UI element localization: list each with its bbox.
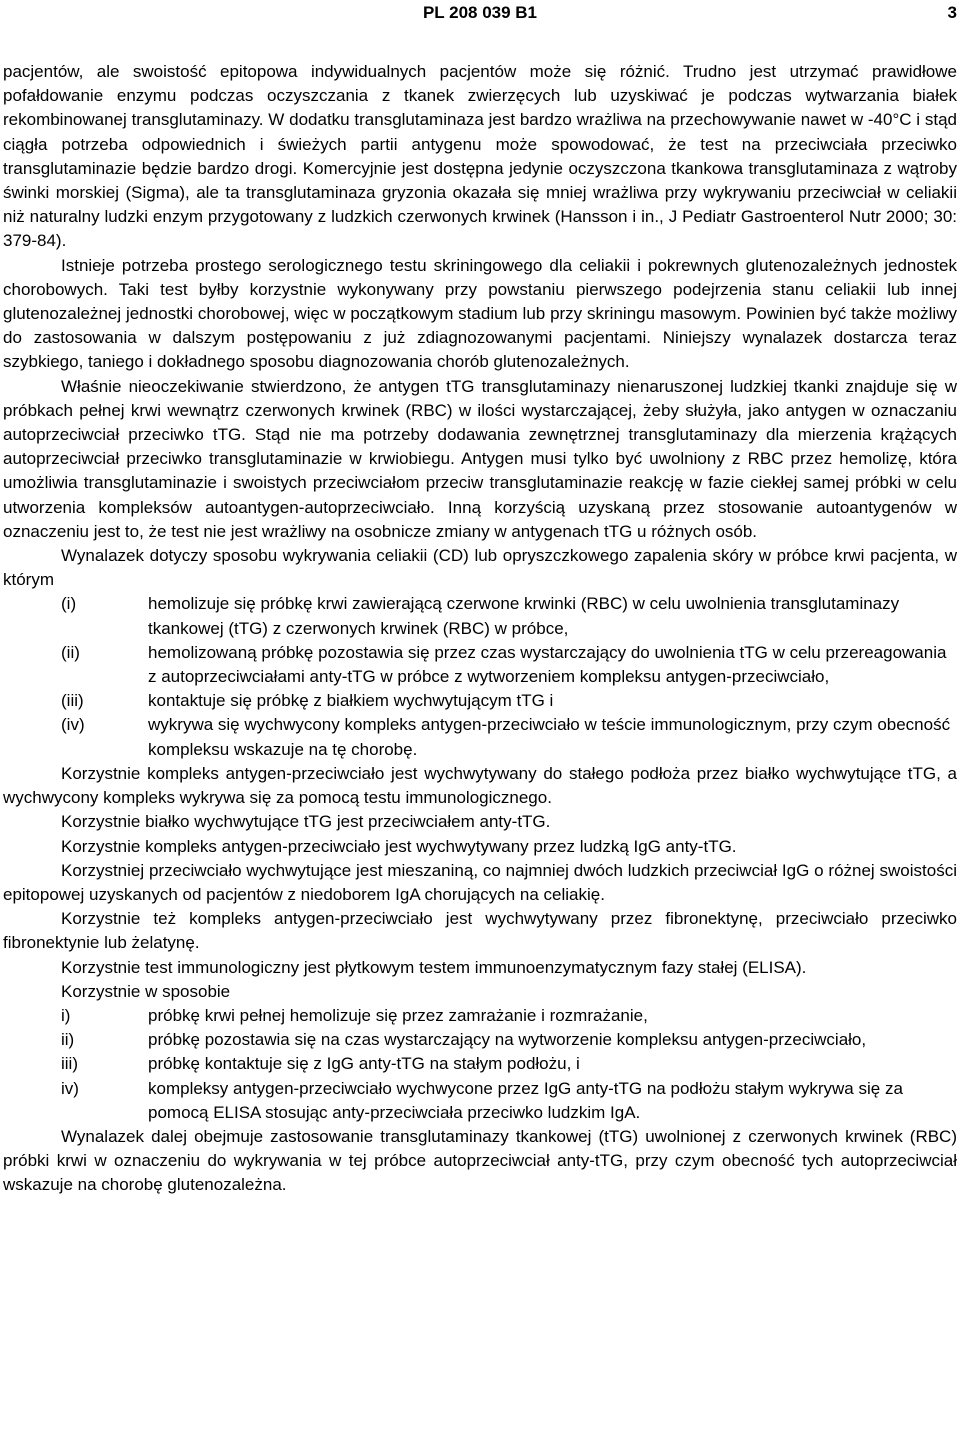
list-item (3, 592, 957, 640)
list-item (3, 689, 957, 713)
list-item-number: (iii) (61, 691, 84, 711)
list-item-text: próbkę krwi pełnej hemolizuje się przez zamrażanie i rozmrażanie, (148, 1005, 648, 1025)
paragraph: Wynalazek dalej obejmuje zastosowanie transglutaminazy tkankowej (tTG) uwolnionej z czerwonych krwinek (RBC) próbki krwi w oznaczeniu do wykrywania w tej próbce autoprzeciwciał anty-tTG, przy czym obecność tych autoprzeciwciał wskazuje na chorobę glutenozależna. (3, 1126, 957, 1195)
list-item-text: wykrywa się wychwycony kompleks antygen-przeciwciało w teście immunologicznym, przy czym obecność kompleksu wskazuje na tę chorobę. (148, 715, 951, 759)
list-item (3, 641, 957, 689)
list-item-number: i) (61, 1005, 71, 1025)
list-item-text: próbkę pozostawia się na czas wystarczający na wytworzenie kompleksu antygen-przeciwciało, (148, 1030, 867, 1050)
list-item-text: hemolizuje się próbkę krwi zawierającą czerwone krwinki (RBC) w celu uwolnienia transglutaminazy tkankowej (tTG) z czerwonych krwinek (RBC) w próbce, (148, 594, 900, 638)
page-number: 3 (947, 3, 957, 22)
list-item-number: (ii) (61, 642, 80, 662)
list-item-number: ii) (61, 1030, 75, 1050)
paragraph: pacjentów, ale swoistość epitopowa indywidualnych pacjentów może się różnić. Trudno jest utrzymać prawidłowe pofałdowanie enzymu podczas oczyszczania z tkanek zwierzęcych lub uzyskiwać je podczas wytwarzania białek rekombinowanej transglutaminazy. W dodatku transglutaminaza jest bardzo wrażliwa na przechowywanie nawet w -40°C i stąd ciągła potrzeba odpowiednich i świeżych partii antygenu może spowodować, że test na przeciwciała przeciwko transglutaminazie będzie bardzo drogi. Komercyjnie jest dostępna jedynie oczyszczona tkankowa transglutaminaza z wątroby świnki morskiej (Sigma), ale ta transglutaminaza gryzonia okazała się mniej wrażliwa przy wykrywaniu przeciwciał w celiakii niż naturalny ludzki enzym przygotowany z ludzkich czerwonych krwinek (Hansson i in., J Pediatr Gastroenterol Nutr 2000; 30: 379-84). (3, 62, 957, 251)
paragraph: Korzystnie w sposobie (61, 981, 231, 1001)
list-item-number: iv) (61, 1078, 79, 1098)
list-item-text: kontaktuje się próbkę z białkiem wychwytującym tTG i (148, 691, 554, 711)
list-item (3, 1052, 957, 1076)
paragraph: Korzystniej przeciwciało wychwytujące jest mieszaniną, co najmniej dwóch ludzkich przeciwciał IgG o różnej swoistości epitopowej uzyskanych od pacjentów z niedoborem IgA chorujących na celiakię. (3, 860, 957, 904)
page-header (0, 0, 960, 26)
paragraph: Korzystnie kompleks antygen-przeciwciało jest wychwytywany przez ludzką IgG anty-tTG. (61, 836, 737, 856)
list-item-number: (i) (61, 594, 77, 614)
method-steps-list (3, 592, 957, 761)
paragraph: Istnieje potrzeba prostego serologicznego testu skriningowego dla celiakii i pokrewnych glutenozależnych jednostek chorobowych. Taki test byłby korzystnie wykonywany przy powstaniu pierwszego podejrzenia stanu celiakii lub innej glutenozależnej jednostki chorobowej, więc w początkowym stadium lub przy skriningu masowym. Powinien być także możliwy do zastosowania w dalszym postępowaniu z już zdiagnozowanymi pacjentami. Niniejszy wynalazek dostarcza teraz szybkiego, taniego i dokładnego sposobu diagnozowania chorób glutenozależnych. (3, 255, 957, 372)
preferred-steps-list (3, 1004, 957, 1125)
paragraph: Korzystnie kompleks antygen-przeciwciało jest wychwytywany do stałego podłoża przez białko wychwytujące tTG, a wychwycony kompleks wykrywa się za pomocą testu immunologicznego. (3, 763, 957, 808)
list-item-text: hemolizowaną próbkę pozostawia się przez czas wystarczający do uwolnienia tTG w celu przereagowania z autoprzeciwciałami anty-tTG w próbce z wytworzeniem kompleksu antygen-przeciwciało, (148, 642, 947, 687)
list-item (3, 1004, 957, 1028)
paragraph: Wynalazek dotyczy sposobu wykrywania celiakii (CD) lub opryszczkowego zapalenia skóry w próbce krwi pacjenta, w którym (3, 546, 957, 590)
list-item-text: kompleksy antygen-przeciwciało wychwycone przez IgG anty-tTG na podłożu stałym wykrywa się za pomocą ELISA stosując anty-przeciwciała przeciwko ludzkim IgA. (148, 1078, 903, 1122)
list-item (3, 1077, 957, 1125)
list-item (3, 713, 957, 761)
list-item (3, 1028, 957, 1052)
list-item-number: iii) (61, 1054, 78, 1074)
patent-number: PL 208 039 B1 (422, 3, 538, 22)
paragraph: Korzystnie test immunologiczny jest płytkowym testem immunoenzymatycznym fazy stałej (ELISA). (61, 957, 807, 977)
paragraph: Korzystnie też kompleks antygen-przeciwciało jest wychwytywany przez fibronektynę, przeciwciało przeciwko fibronektynie lub żelatynę. (3, 909, 957, 953)
paragraph: Właśnie nieoczekiwanie stwierdzono, że antygen tTG transglutaminazy nienaruszonej ludzkiej tkanki znajduje się w próbkach pełnej krwi wewnątrz czerwonych krwinek (RBC) w ilości wystarczającej, żeby służyła, jako antygen w oznaczaniu autoprzeciwciał przeciwko tTG. Stąd nie ma potrzeby dodawania zewnętrznej transglutaminazy dla mierzenia krążących autoprzeciwciał przeciwko transglutaminazie w krwiobiegu. Antygen musi tylko być uwolniony z RBC przez hemolizę, która umożliwia transglutaminazie i swoistych przeciwciałom przeciw transglutaminazie reakcję w fazie ciekłej samej próbki w celu utworzenia kompleksów autoantygen-autoprzeciwciało. Inną korzyścią uzyskaną przez stosowanie autoantygenów w oznaczeniu jest to, że test nie jest wrażliwy na osobnicze zmiany w antygenach tTG u różnych osób. (3, 376, 957, 541)
paragraph: Korzystnie białko wychwytujące tTG jest przeciwciałem anty-tTG. (61, 812, 551, 832)
page-body (3, 60, 957, 1198)
list-item-text: próbkę kontaktuje się z IgG anty-tTG na stałym podłożu, i (148, 1054, 580, 1074)
list-item-number: (iv) (61, 715, 85, 735)
